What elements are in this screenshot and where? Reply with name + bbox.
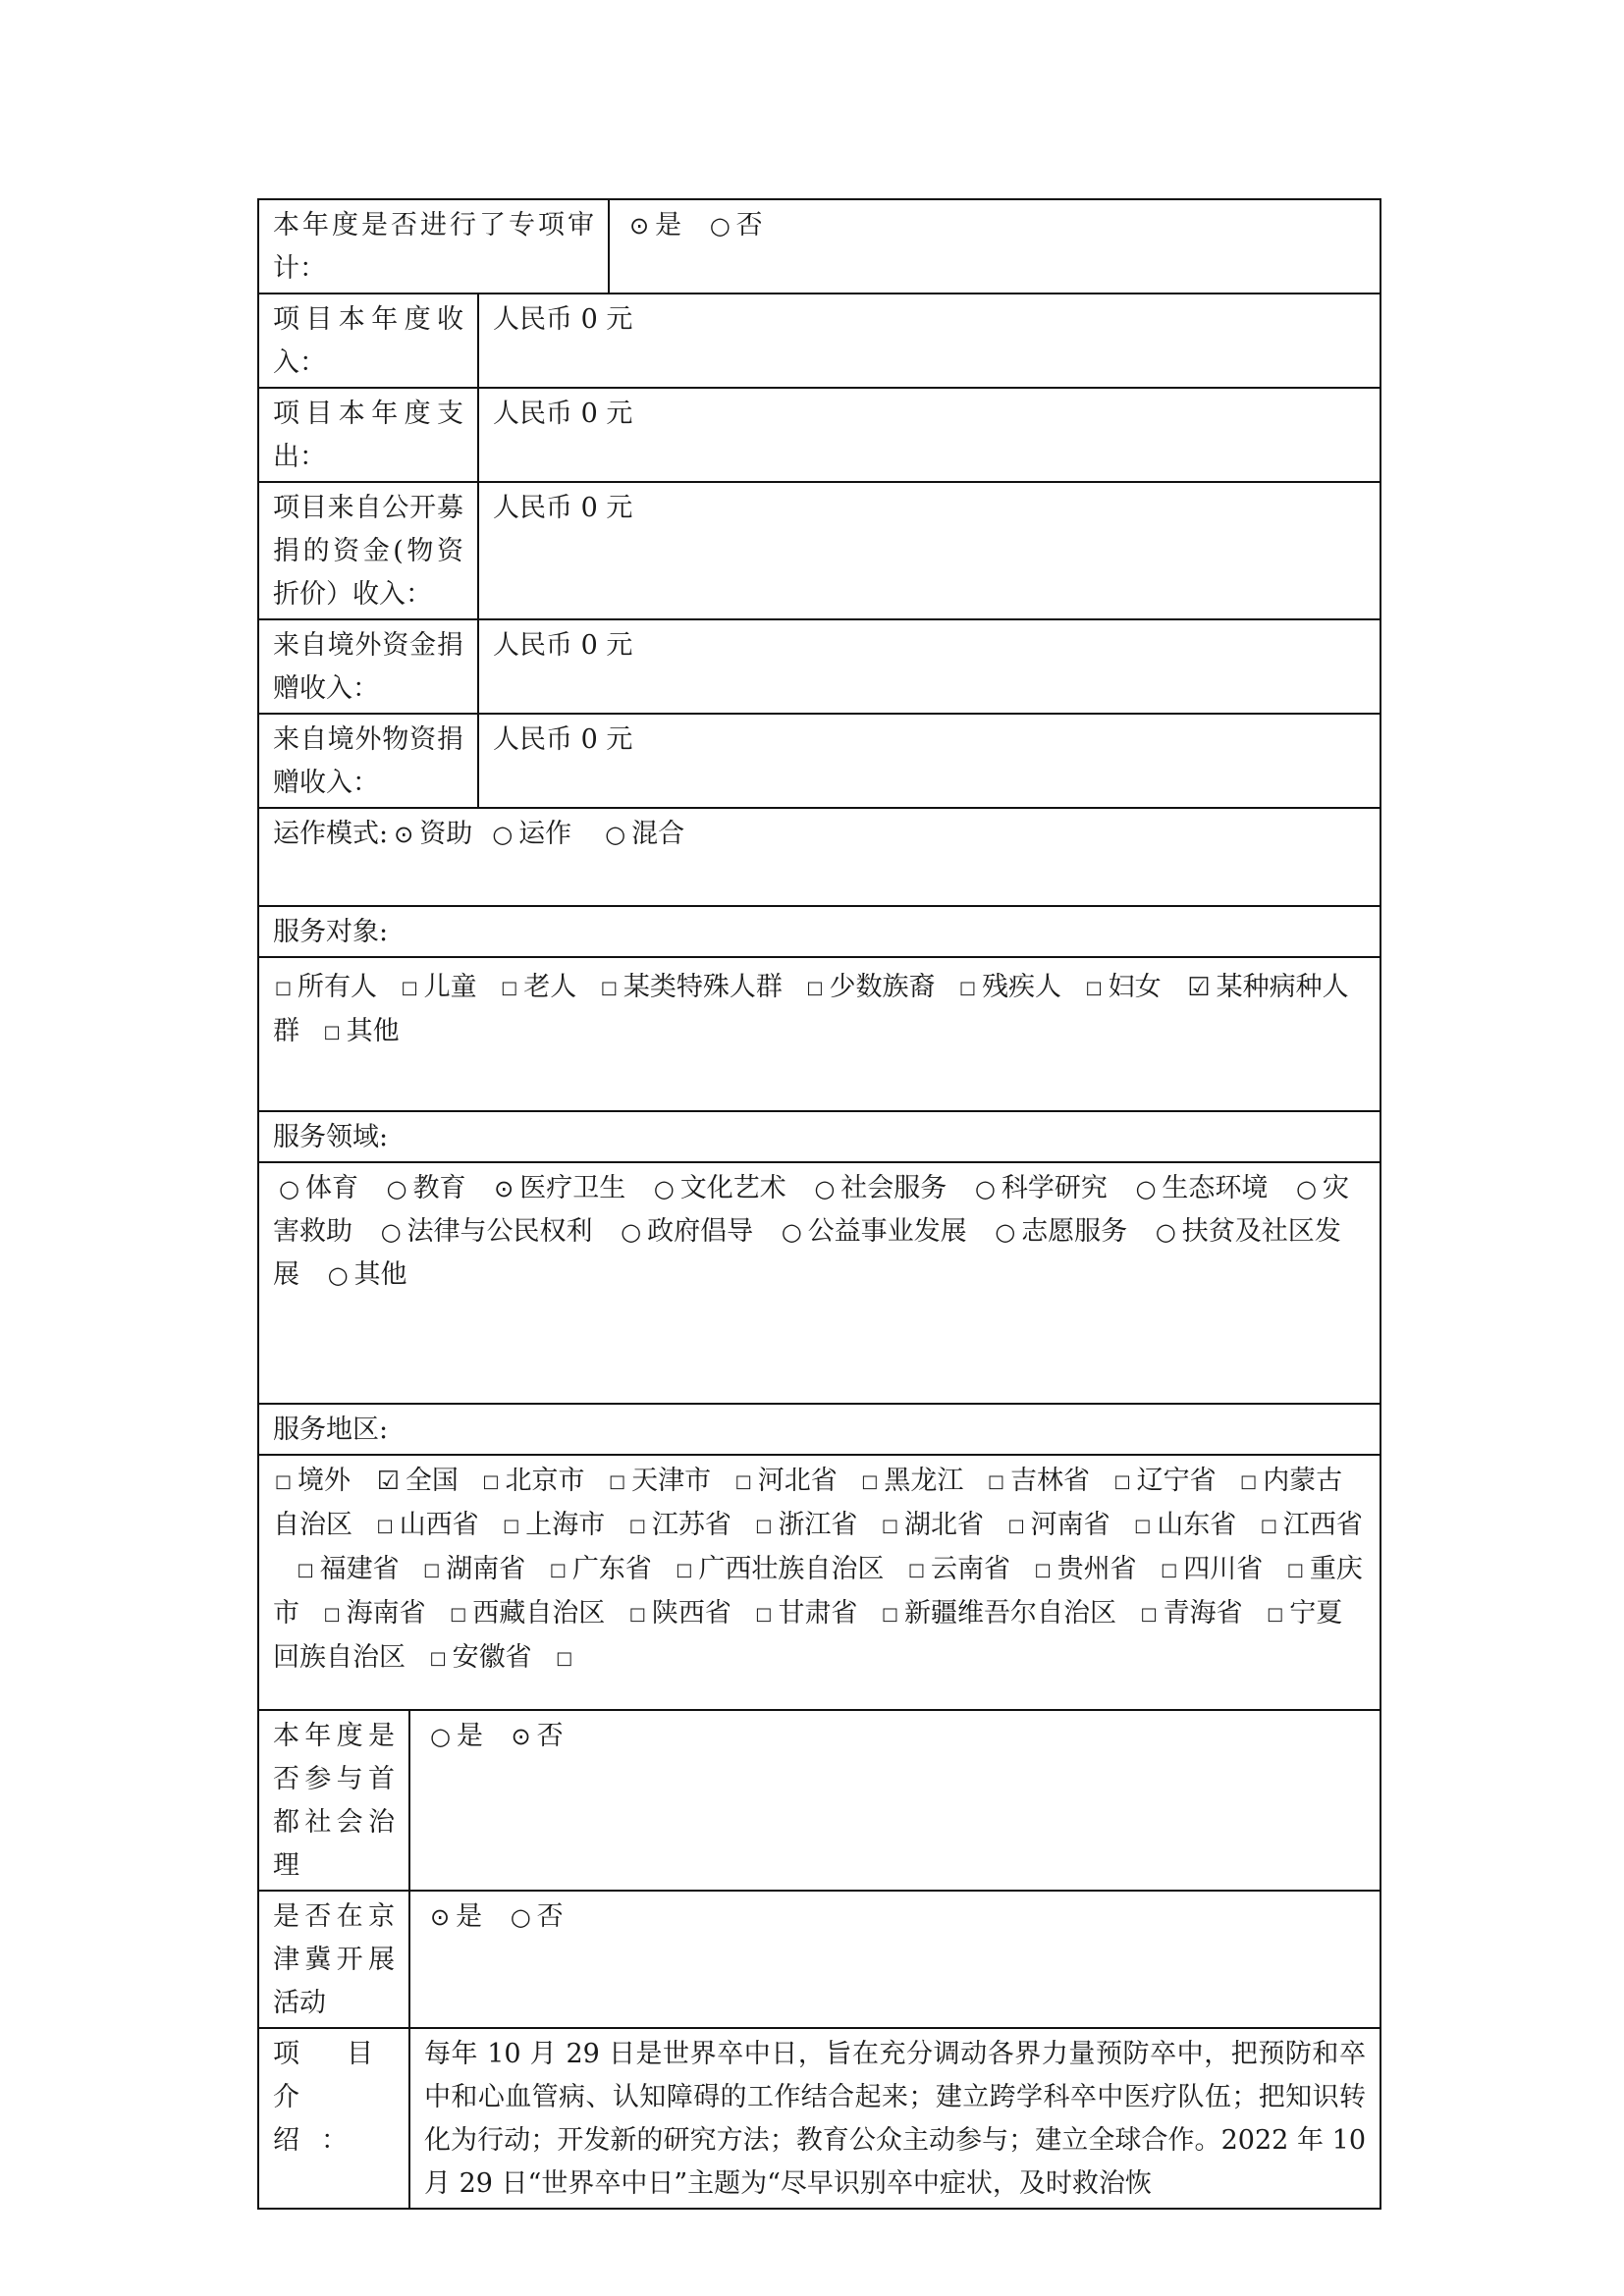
- audit-option-yes[interactable]: ⊙ 是: [623, 210, 681, 240]
- checkbox-icon[interactable]: □: [755, 1604, 773, 1625]
- checkbox-icon[interactable]: □: [429, 1648, 447, 1669]
- intro-text: 每年 10 月 29 日是世界卒中日，旨在充分调动各界力量预防卒中，把预防和卒中和心血管病、认知障碍的工作结合起来；建立跨学科卒中医疗队伍；把知识转化为行动；开发新的研究方法；教育公众主动参与；建立全球合作。2022 年 10 月 29 日“世界卒中日”主题为“尽早识别卒中症状，及时救治恢: [409, 2028, 1380, 2209]
- region-option[interactable]: □ 天津市: [607, 1466, 711, 1496]
- radio-empty-icon[interactable]: ○: [492, 821, 514, 848]
- governance-option-no[interactable]: ⊙ 否: [506, 1721, 564, 1751]
- operation-option-operate[interactable]: ○ 运作: [486, 819, 571, 849]
- target-option[interactable]: □ 所有人: [273, 972, 377, 1002]
- service-region-header-row: [258, 1404, 1380, 1455]
- region-option[interactable]: □ 陕西省: [627, 1598, 731, 1629]
- region-option[interactable]: □ 黑龙江: [859, 1466, 963, 1496]
- checkbox-icon[interactable]: □: [275, 1471, 293, 1492]
- region-option[interactable]: □ 辽宁省: [1112, 1466, 1217, 1496]
- radio-empty-icon[interactable]: ○: [1155, 1218, 1176, 1246]
- service-field-label: 服务领域:: [258, 1111, 1380, 1162]
- target-option[interactable]: □ 少数族裔: [804, 972, 935, 1002]
- foreign-goods-value: 人民币 0 元: [478, 714, 1380, 808]
- operation-option-fund[interactable]: ⊙ 资助: [388, 819, 472, 849]
- region-option[interactable]: □ 重庆市: [273, 1554, 1363, 1629]
- region-option[interactable]: □ 内蒙古自治区: [273, 1466, 1342, 1540]
- region-option[interactable]: □ 安徽省: [428, 1642, 532, 1673]
- jingjinji-label: 是否在京津冀开展活动: [258, 1891, 409, 2028]
- radio-empty-icon[interactable]: ○: [995, 1218, 1016, 1246]
- target-option-checked[interactable]: ☑ 某种病种人群: [273, 972, 1349, 1046]
- checkbox-icon[interactable]: □: [1140, 1604, 1158, 1625]
- audit-label: 本年度是否进行了专项审计：: [258, 199, 609, 294]
- checkbox-icon[interactable]: □: [609, 1471, 626, 1492]
- radio-selected-icon[interactable]: ⊙: [511, 1723, 531, 1750]
- governance-option-yes[interactable]: ○ 是: [424, 1721, 483, 1751]
- radio-empty-icon[interactable]: ○: [974, 1175, 996, 1202]
- foreign-fund-label: 来自境外资金捐赠收入：: [258, 619, 478, 714]
- expense-row: [258, 388, 1380, 482]
- checkbox-icon[interactable]: □: [1267, 1604, 1284, 1625]
- capital-governance-options: [409, 1710, 1380, 1891]
- service-field-options: [258, 1162, 1380, 1404]
- radio-selected-icon[interactable]: ⊙: [494, 1175, 514, 1202]
- region-option[interactable]: □ 江西省: [1259, 1510, 1363, 1540]
- checkbox-icon[interactable]: □: [1085, 978, 1103, 998]
- service-target-row: [258, 957, 1380, 1111]
- checkbox-icon[interactable]: □: [549, 1560, 567, 1580]
- region-option[interactable]: □ 新疆维吾尔自治区: [880, 1598, 1116, 1629]
- income-row: [258, 294, 1380, 388]
- region-option[interactable]: □ 吉林省: [986, 1466, 1090, 1496]
- radio-empty-icon[interactable]: ○: [814, 1175, 836, 1202]
- region-option[interactable]: □ 境外: [273, 1466, 351, 1496]
- checkbox-icon[interactable]: □: [482, 1471, 500, 1492]
- jingjinji-option-yes[interactable]: ⊙ 是: [424, 1901, 482, 1932]
- region-option[interactable]: □ 河南省: [1006, 1510, 1110, 1540]
- intro-label: 项目介绍：: [258, 2028, 409, 2209]
- service-region-row: [258, 1455, 1380, 1710]
- target-option[interactable]: □ 残疾人: [957, 972, 1061, 1002]
- checkbox-icon[interactable]: □: [959, 978, 977, 998]
- radio-empty-icon[interactable]: ○: [1135, 1175, 1157, 1202]
- checkbox-icon[interactable]: □: [297, 1560, 314, 1580]
- foreign-fund-row: [258, 619, 1380, 714]
- checkbox-icon[interactable]: □: [323, 1022, 341, 1042]
- checkbox-icon[interactable]: □: [501, 978, 518, 998]
- field-option[interactable]: ○ 教育: [381, 1173, 466, 1203]
- checkbox-icon[interactable]: □: [1240, 1471, 1258, 1492]
- field-option[interactable]: ○ 扶贫及社区发展: [273, 1216, 1341, 1290]
- foreign-goods-label: 来自境外物资捐赠收入：: [258, 714, 478, 808]
- public-fund-label: 项目来自公开募捐的资金(物资折价）收入：: [258, 482, 478, 619]
- region-option[interactable]: □ 北京市: [481, 1466, 585, 1496]
- field-option[interactable]: ○ 科学研究: [969, 1173, 1108, 1203]
- checkbox-icon[interactable]: □: [861, 1471, 879, 1492]
- checkbox-icon[interactable]: □: [401, 978, 418, 998]
- jingjinji-row: [258, 1891, 1380, 2028]
- field-option[interactable]: ○ 其他: [322, 1259, 407, 1290]
- region-option[interactable]: □ 浙江省: [753, 1510, 857, 1540]
- checkbox-icon[interactable]: □: [676, 1560, 693, 1580]
- service-region-options: [258, 1455, 1380, 1710]
- service-region-label: 服务地区:: [258, 1404, 1380, 1455]
- field-option[interactable]: ○ 法律与公民权利: [375, 1216, 593, 1247]
- checkbox-icon[interactable]: □: [1113, 1471, 1131, 1492]
- region-option[interactable]: □ 甘肃省: [753, 1598, 857, 1629]
- checkbox-icon[interactable]: □: [376, 1516, 394, 1536]
- checkbox-checked-icon[interactable]: ☑: [376, 1467, 400, 1496]
- radio-empty-icon[interactable]: ○: [327, 1261, 349, 1289]
- radio-empty-icon[interactable]: ○: [1295, 1175, 1317, 1202]
- public-fund-row: [258, 482, 1380, 619]
- checkbox-icon[interactable]: □: [450, 1604, 467, 1625]
- region-option[interactable]: □ 湖南省: [421, 1554, 525, 1584]
- radio-empty-icon[interactable]: ○: [621, 1218, 642, 1246]
- region-option[interactable]: □ 湖北省: [880, 1510, 984, 1540]
- operation-mode-label: 运作模式:: [273, 819, 389, 849]
- checkbox-icon[interactable]: □: [323, 1604, 341, 1625]
- radio-empty-icon[interactable]: ○: [653, 1175, 675, 1202]
- checkbox-icon[interactable]: □: [882, 1516, 899, 1536]
- checkbox-icon[interactable]: □: [806, 978, 824, 998]
- field-option[interactable]: ○ 社会服务: [808, 1173, 947, 1203]
- service-target-header-row: [258, 906, 1380, 957]
- region-option[interactable]: □ 四川省: [1159, 1554, 1263, 1584]
- audit-row: [258, 199, 1380, 294]
- field-option[interactable]: ○ 公益事业发展: [776, 1216, 967, 1247]
- field-option[interactable]: ○ 志愿服务: [989, 1216, 1127, 1247]
- region-option[interactable]: □ 江苏省: [627, 1510, 731, 1540]
- radio-empty-icon[interactable]: ○: [380, 1218, 402, 1246]
- radio-empty-icon[interactable]: ○: [279, 1175, 299, 1202]
- jingjinji-option-no[interactable]: ○ 否: [505, 1901, 564, 1932]
- service-target-options: [258, 957, 1380, 1111]
- income-label: 项目本年度收入：: [258, 294, 478, 388]
- jingjinji-options: [409, 1891, 1380, 2028]
- region-option[interactable]: □ 云南省: [906, 1554, 1010, 1584]
- checkbox-icon[interactable]: □: [628, 1604, 646, 1625]
- checkbox-icon[interactable]: □: [755, 1516, 773, 1536]
- checkbox-icon[interactable]: □: [1161, 1560, 1178, 1580]
- checkbox-icon[interactable]: □: [987, 1471, 1004, 1492]
- checkbox-checked-icon[interactable]: ☑: [1187, 973, 1211, 1002]
- region-option[interactable]: □ 上海市: [501, 1510, 605, 1540]
- checkbox-icon[interactable]: □: [423, 1560, 441, 1580]
- field-option[interactable]: ○ 文化艺术: [648, 1173, 786, 1203]
- region-option[interactable]: □ 西藏自治区: [448, 1598, 605, 1629]
- region-option[interactable]: □ 宁夏回族自治区: [273, 1598, 1342, 1673]
- target-option[interactable]: □ 某类特殊人群: [599, 972, 783, 1002]
- radio-selected-icon[interactable]: ⊙: [394, 821, 414, 848]
- foreign-goods-row: [258, 714, 1380, 808]
- radio-selected-icon[interactable]: ⊙: [430, 1903, 451, 1931]
- region-option[interactable]: □ 广东省: [548, 1554, 652, 1584]
- region-option[interactable]: □ 福建省: [296, 1554, 400, 1584]
- checkbox-icon[interactable]: □: [503, 1516, 520, 1536]
- region-option[interactable]: □ 山东省: [1132, 1510, 1236, 1540]
- region-option[interactable]: [554, 1642, 578, 1673]
- service-field-row: [258, 1162, 1380, 1404]
- region-option[interactable]: □ 广西壮族自治区: [674, 1554, 884, 1584]
- foreign-fund-value: 人民币 0 元: [478, 619, 1380, 714]
- region-option[interactable]: □ 山西省: [375, 1510, 479, 1540]
- radio-empty-icon[interactable]: ○: [430, 1723, 451, 1750]
- checkbox-icon[interactable]: □: [628, 1516, 646, 1536]
- radio-selected-icon[interactable]: ⊙: [629, 212, 650, 240]
- field-option[interactable]: ○ 体育: [273, 1173, 358, 1203]
- checkbox-icon[interactable]: □: [1007, 1516, 1025, 1536]
- checkbox-icon[interactable]: □: [1260, 1516, 1277, 1536]
- field-option[interactable]: ○ 生态环境: [1129, 1173, 1268, 1203]
- service-field-header-row: [258, 1111, 1380, 1162]
- checkbox-icon[interactable]: □: [908, 1560, 926, 1580]
- radio-empty-icon[interactable]: ○: [605, 821, 626, 848]
- audit-options: [609, 199, 1380, 294]
- region-option-checked[interactable]: ☑ 全国: [373, 1466, 459, 1496]
- region-option[interactable]: □ 海南省: [322, 1598, 426, 1629]
- intro-row: [258, 2028, 1380, 2209]
- project-info-table: [257, 198, 1381, 2210]
- checkbox-icon[interactable]: □: [275, 978, 293, 998]
- target-option[interactable]: □ 其他: [322, 1016, 400, 1046]
- operation-mode-cell: [258, 808, 1380, 906]
- region-option[interactable]: □ 贵州省: [1033, 1554, 1137, 1584]
- checkbox-icon[interactable]: □: [556, 1648, 573, 1669]
- target-option[interactable]: □ 老人: [499, 972, 576, 1002]
- capital-governance-label: 本年度是否参与首都社会治理: [258, 1710, 409, 1891]
- radio-empty-icon[interactable]: ○: [386, 1175, 407, 1202]
- expense-label: 项目本年度支出：: [258, 388, 478, 482]
- field-option[interactable]: ○ 政府倡导: [615, 1216, 753, 1247]
- audit-option-no[interactable]: ○ 否: [704, 210, 763, 240]
- checkbox-icon[interactable]: □: [1134, 1516, 1152, 1536]
- expense-value: 人民币 0 元: [478, 388, 1380, 482]
- target-option[interactable]: □ 妇女: [1084, 972, 1162, 1002]
- operation-mode-row: [258, 808, 1380, 906]
- checkbox-icon[interactable]: □: [1034, 1560, 1052, 1580]
- radio-empty-icon[interactable]: ○: [781, 1218, 802, 1246]
- region-option[interactable]: □ 河北省: [733, 1466, 838, 1496]
- target-option[interactable]: □ 儿童: [400, 972, 477, 1002]
- field-option-selected[interactable]: ⊙ 医疗卫生: [488, 1173, 625, 1203]
- checkbox-icon[interactable]: □: [600, 978, 618, 998]
- field-option[interactable]: ○ 灾害救助: [273, 1173, 1349, 1247]
- operation-option-mixed[interactable]: ○ 混合: [599, 819, 684, 849]
- region-option[interactable]: □ 青海省: [1139, 1598, 1243, 1629]
- checkbox-icon[interactable]: □: [882, 1604, 899, 1625]
- income-value: 人民币 0 元: [478, 294, 1380, 388]
- radio-empty-icon[interactable]: ○: [510, 1903, 531, 1931]
- service-target-label: 服务对象:: [258, 906, 1380, 957]
- public-fund-value: 人民币 0 元: [478, 482, 1380, 619]
- checkbox-icon[interactable]: □: [734, 1471, 752, 1492]
- checkbox-icon[interactable]: □: [1286, 1560, 1304, 1580]
- radio-empty-icon[interactable]: ○: [709, 212, 731, 240]
- capital-governance-row: [258, 1710, 1380, 1891]
